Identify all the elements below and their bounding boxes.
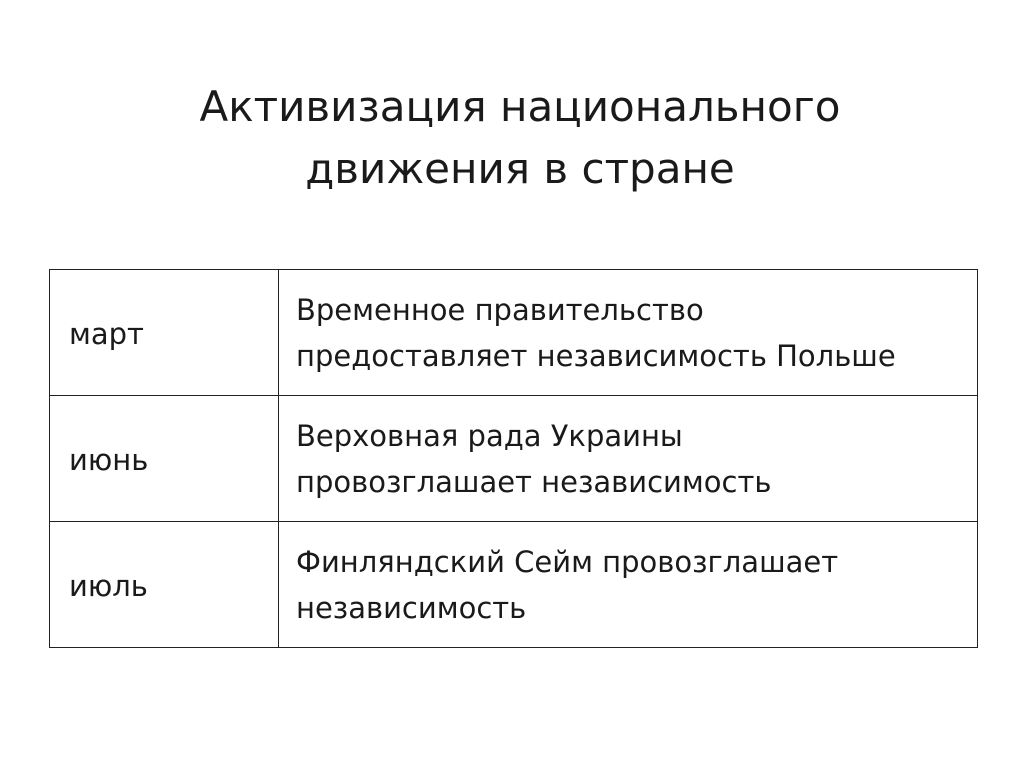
event-text-line: Временное правительство xyxy=(296,292,704,327)
events-table xyxy=(49,269,978,648)
event-text-line: Верховная рада Украины xyxy=(296,418,683,453)
event-text-line: Финляндский Сейм провозглашает xyxy=(296,544,839,579)
slide-title-line: движения в стране xyxy=(305,144,735,193)
table-row xyxy=(50,396,978,522)
table-row xyxy=(50,270,978,396)
event-text-line: независимость xyxy=(296,590,527,625)
event-text-line: предоставляет независимость Польше xyxy=(296,338,896,373)
month-cell: март xyxy=(50,270,279,396)
month-cell: июль xyxy=(50,522,279,648)
event-cell xyxy=(279,522,978,648)
month-cell: июнь xyxy=(50,396,279,522)
slide-title xyxy=(100,76,940,200)
event-cell xyxy=(279,270,978,396)
event-text-line: провозглашает независимость xyxy=(296,464,772,499)
slide-title-line: Активизация национального xyxy=(199,82,841,131)
event-cell xyxy=(279,396,978,522)
table-row xyxy=(50,522,978,648)
